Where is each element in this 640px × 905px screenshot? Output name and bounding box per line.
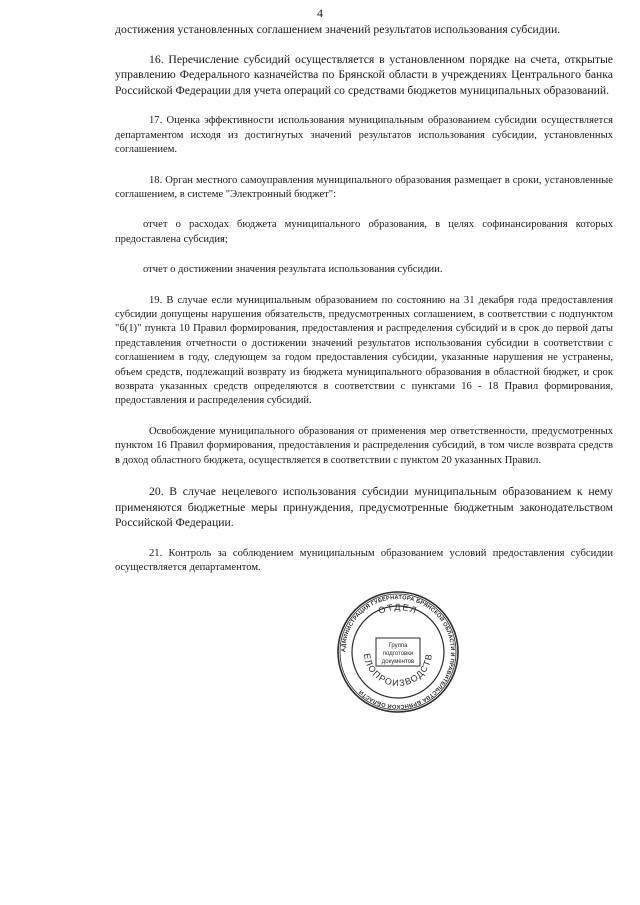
paragraph-20: 20. В случае нецелевого использования субсидии муниципальным образованием к нему применяются бюджетные меры принуждения, предусмотренные бюджетным законодательством Российской Федерации.: [115, 485, 613, 530]
paragraph-19: 19. В случае если муниципальным образованием по состоянию на 31 декабря года предоставления субсидии допущены нарушения обязательств, предусмотренных соглашением, в соответствии с подпунктом "б(1)" пункта 10 Правил формирования, предоставления и распределения субсидий и в срок до первой даты представления отчетности о достижении значений результатов использования субсидии в соответствии с соглашением в году, следующем за годом предоставления субсидии, указанные нарушения не устранены, объем средств, подлежащий возврату из бюджета муниципального образования в областной бюджет, и срок возврата указанных средств определяются в соответствии с пунктами 16 - 18 Правил формирования, предоставления и распределения субсидий.: [115, 294, 613, 407]
page-number: 4: [317, 6, 323, 20]
stamp-center-line-1: Группа: [388, 643, 408, 649]
stamp-inner-bottom-text: ЕЛОПРОИЗВОДСТВ: [361, 652, 435, 689]
paragraph-18: 18. Орган местного самоуправления муниципального образования размещает в сроки, установленные соглашением, в системе "Электронный бюджет":: [115, 174, 613, 200]
stamp-center-line-2: подготовки: [382, 651, 414, 657]
paragraph-21: 21. Контроль за соблюдением муниципальным образованием условий предоставления субсидии осуществляется департаментом.: [115, 547, 613, 574]
paragraph-16: 16. Перечисление субсидий осуществляется в установленном порядке на счета, открытые управлению Федерального казначейства по Брянской области в учреждениях Центрального банка Российской Федерации для учета операций со средствами бюджетов муниципальных образований.: [115, 52, 613, 97]
paragraph-18-item-1: отчет о расходах бюджета муниципального образования, в целях софинансирования которых предоставлена субсидия;: [115, 219, 613, 245]
paragraph-17: 17. Оценка эффективности использования муниципальным образованием субсидии осуществляется департаментом исходя из достигнутых значений результатов использования субсидии, установленных соглашением.: [115, 115, 613, 156]
paragraph-continuation: достижения установленных соглашением значений результатов использования субсидии.: [115, 23, 561, 36]
paragraph-18-item-2: отчет о достижении значения результата использования субсидии.: [143, 264, 443, 276]
stamp-center-line-3: документов: [381, 659, 415, 665]
stamp-outer-ring-text: АДМИНИСТРАЦИЯ ГУБЕРНАТОРА БРЯНСКОЙ ОБЛАСТИ И ПРАВИТЕЛЬСТВА БРЯНСКОЙ ОБЛАСТИ: [340, 594, 456, 710]
document-body: [115, 22, 613, 576]
paragraph-19-exemption: Освобождение муниципального образования от применения мер ответственности, предусмотренных пунктом 16 Правил формирования, предоставления и распределения субсидий, в том числе возврата средств в доход областного бюджета, осуществляется в соответствии с пунктом 20 указанных Правил.: [115, 425, 613, 466]
stamp-inner-top-text: ОТДЕЛ: [376, 601, 420, 616]
department-stamp: [336, 590, 460, 714]
